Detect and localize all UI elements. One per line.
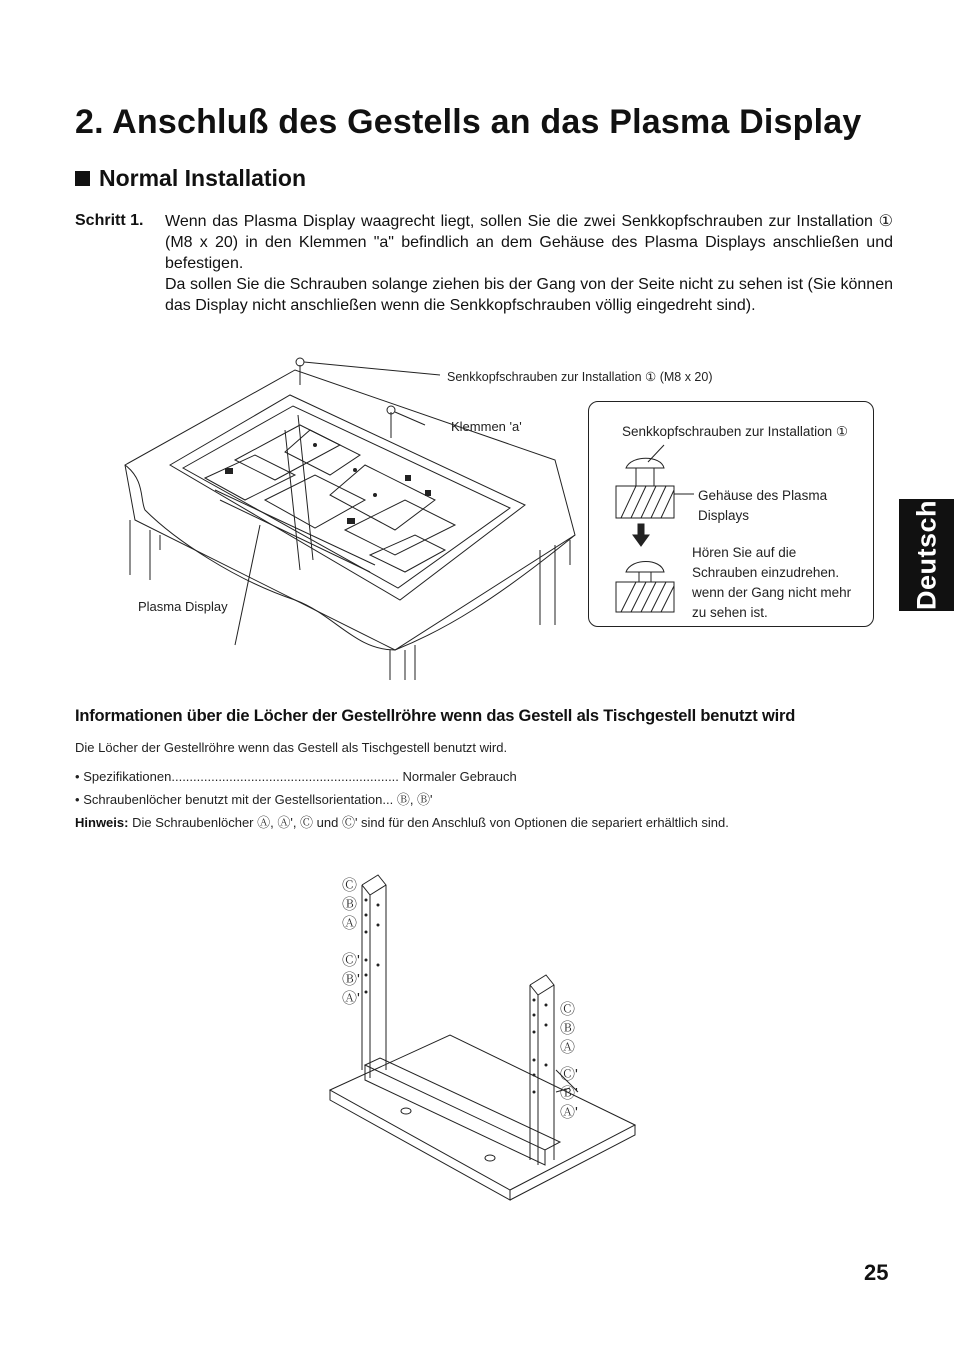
square-bullet-icon — [75, 171, 90, 186]
bullet2-value: Ⓑ, Ⓑ' — [396, 792, 433, 807]
stand-label-left-5: Ⓑ' — [342, 971, 360, 988]
bullet-screw-holes — [75, 789, 433, 808]
info-intro: Die Löcher der Gestellröhre wenn das Gestell als Tischgestell benutzt wird. — [75, 740, 508, 755]
stop-line-3: wenn der Gang nicht mehr — [692, 585, 852, 600]
step-paragraph-1: Wenn das Plasma Display waagrecht liegt, sollen Sie die zwei Senkkopfschrauben zur Installation ① (M8 x 20) in den Klemmen "a" befindlich an dem Gehäuse des Plasma Displays anschließen und befestigen. — [165, 213, 893, 272]
stand-label-right-3: Ⓐ — [560, 1039, 576, 1056]
info-heading: Informationen über die Löcher der Gestellröhre wenn das Gestell als Tischgestell benutzt wird — [75, 707, 796, 725]
clamp-label: Klemmen 'a' — [451, 419, 522, 434]
stand-label-right-6: Ⓐ' — [560, 1104, 578, 1121]
stand-label-left-4: Ⓒ' — [342, 952, 360, 969]
bullet1-label: Spezifikationen — [83, 769, 172, 784]
note-text: Die Schraubenlöcher Ⓐ, Ⓐ', Ⓒ und Ⓒ' sind für den Anschluß von Optionen die separiert erhältlich sind. — [132, 815, 729, 830]
bullet1-leader: ............................................................... — [171, 769, 399, 784]
stand-illustration — [320, 860, 650, 1210]
housing-line-1: Gehäuse des Plasma — [698, 488, 828, 503]
section-heading — [75, 165, 306, 192]
stand-label-left-3: Ⓐ — [342, 915, 358, 932]
stand-label-right-2: Ⓑ — [560, 1020, 576, 1037]
stop-line-2: Schrauben einzudrehen. — [692, 565, 840, 580]
stand-label-left-6: Ⓐ' — [342, 990, 360, 1007]
display-on-table-illustration — [115, 350, 585, 685]
note — [75, 812, 729, 831]
bullet1-value: Normaler Gebrauch — [402, 769, 517, 784]
language-tab-label: Deutsch — [911, 499, 941, 611]
bullet2-label: Schraubenlöcher benutzt mit der Gestellsorientation — [83, 792, 383, 807]
step-label: Schritt 1. — [75, 212, 144, 229]
stand-labels-left — [342, 876, 360, 1008]
page-title: 2. Anschluß des Gestells an das Plasma Display — [75, 103, 862, 141]
stand-label-left-1: Ⓒ — [342, 877, 358, 894]
housing-line-2: Displays — [698, 508, 750, 523]
stand-label-right-1: Ⓒ — [560, 1001, 576, 1018]
screw-label: Senkkopfschrauben zur Installation ① (M8 x 20) — [447, 370, 713, 384]
note-label: Hinweis: — [75, 815, 129, 830]
step-text — [165, 211, 893, 316]
stop-instruction — [692, 543, 851, 623]
screw-detail-illustration — [606, 440, 701, 620]
housing-label — [698, 486, 827, 526]
detail-screw-label: Senkkopfschrauben zur Installation ① — [622, 424, 848, 439]
stop-line-4: zu sehen ist. — [692, 605, 768, 620]
stand-labels-right — [560, 1000, 578, 1122]
bullet2-leader: ... — [382, 792, 394, 807]
page-number: 25 — [864, 1260, 889, 1285]
stand-label-right-4: Ⓒ' — [560, 1066, 578, 1083]
bullet-dot-icon: • — [75, 769, 80, 784]
step-paragraph-2: Da sollen Sie die Schrauben solange ziehen bis der Gang von der Seite nicht zu sehen ist (Sie können das Display nicht anschließen wenn die Senkkopfschrauben völlig eingedreht sind). — [165, 276, 893, 314]
section-heading-text: Normal Installation — [99, 165, 307, 191]
bullet-specifications — [75, 769, 517, 784]
stop-line-1: Hören Sie auf die — [692, 545, 797, 560]
display-label: Plasma Display — [138, 599, 228, 614]
bullet-dot-icon: • — [75, 792, 80, 807]
stand-label-right-5: Ⓑ' — [560, 1085, 578, 1102]
language-tab — [899, 499, 954, 611]
stand-label-left-2: Ⓑ — [342, 896, 358, 913]
